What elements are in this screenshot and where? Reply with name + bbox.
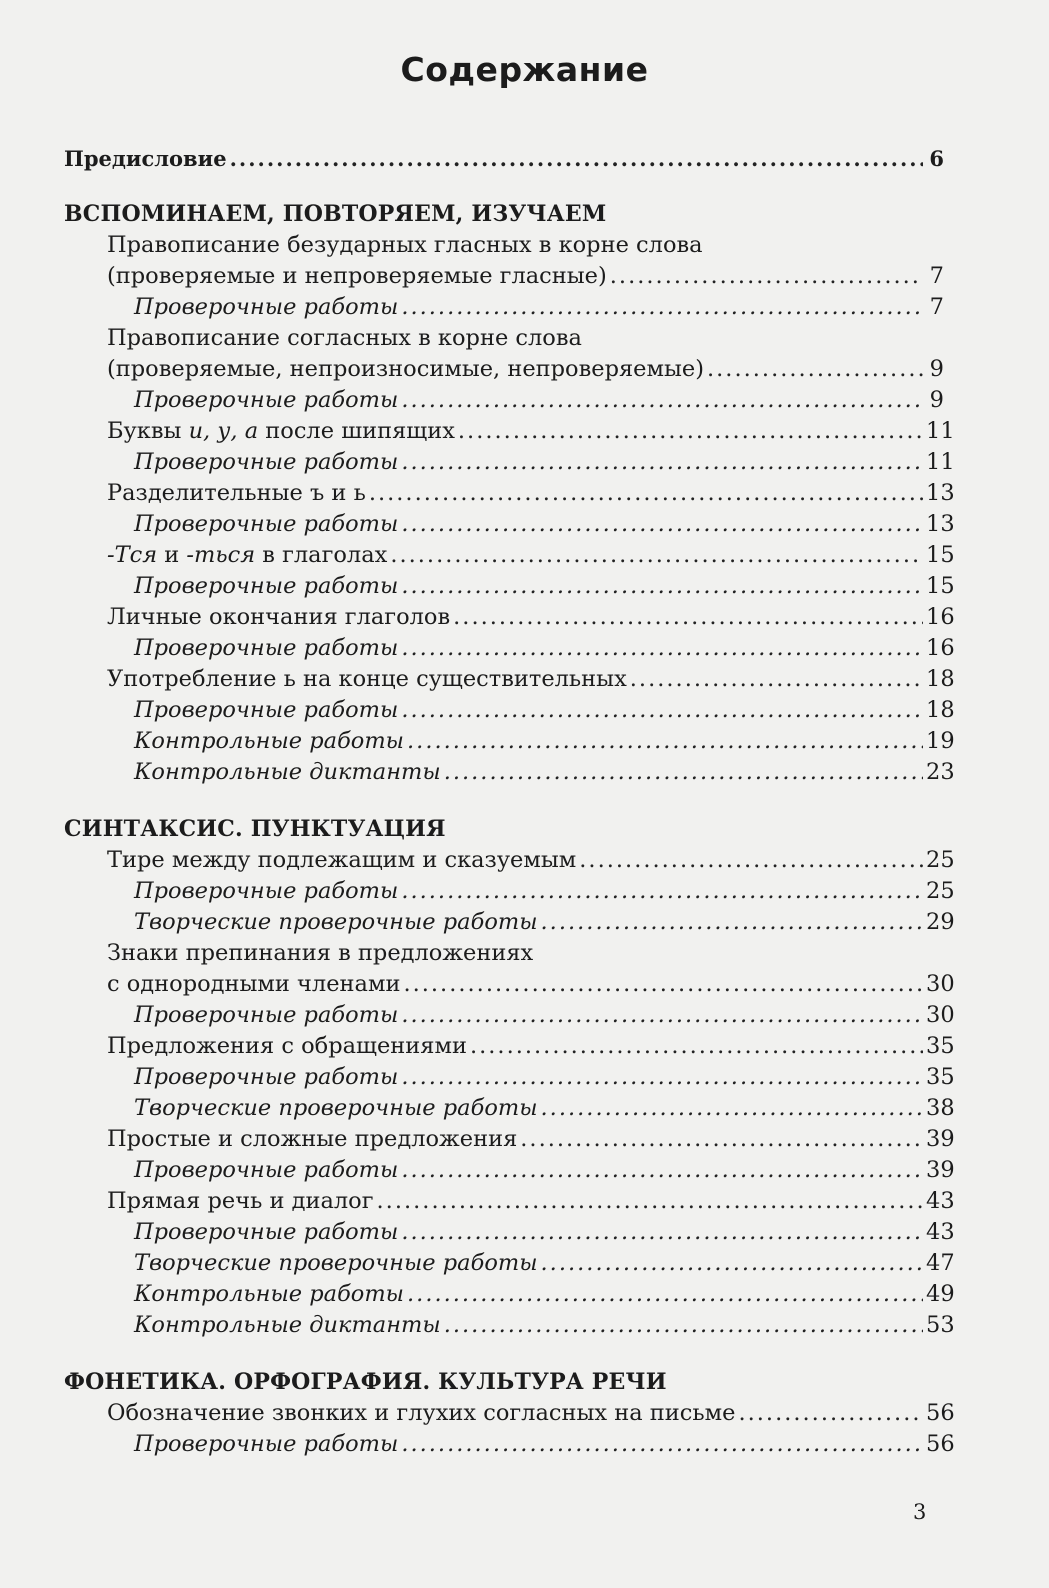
- toc-entry-label: Контрольные диктанты: [134, 759, 441, 785]
- toc-page-number: 38: [926, 1095, 955, 1121]
- toc-entry-label: Прямая речь и диалог: [107, 1188, 374, 1214]
- toc-page-number: 49: [926, 1281, 955, 1307]
- toc-subentry: [64, 633, 955, 664]
- leader-dots: [541, 1248, 923, 1279]
- toc-entry-label: Предисловие: [64, 146, 227, 171]
- toc-subentry: [64, 1000, 955, 1031]
- toc-subentry: [64, 571, 955, 602]
- toc-entry-label: [107, 416, 455, 447]
- leader-dots: [230, 143, 923, 174]
- leader-dots: [401, 633, 923, 664]
- leader-dots: [541, 907, 923, 938]
- leader-dots: [444, 757, 923, 788]
- toc-page-number: 19: [926, 728, 955, 754]
- toc-page-number: 7: [929, 294, 944, 320]
- leader-dots: [401, 1429, 923, 1460]
- toc-subentry: [64, 1248, 955, 1279]
- toc-subentry: [64, 1429, 955, 1460]
- toc-entry-label: Проверочные работы: [134, 1002, 399, 1028]
- toc-entry-label: Проверочные работы: [134, 635, 399, 661]
- toc-page-number: 9: [929, 387, 944, 413]
- leader-dots: [369, 478, 923, 509]
- toc-entry: [64, 478, 955, 509]
- label-italic: -ться: [186, 542, 256, 568]
- toc-page-number: 11: [926, 418, 955, 444]
- leader-dots: [377, 1186, 923, 1217]
- toc-page-number: 7: [929, 263, 944, 289]
- toc-page-number: 11: [926, 449, 955, 475]
- toc-entry-label: Творческие проверочные работы: [134, 1095, 538, 1121]
- toc-entry: [64, 261, 944, 292]
- toc-entry-label: Предложения с обращениями: [107, 1033, 467, 1059]
- toc-page-number: 15: [926, 573, 955, 599]
- toc-page-number: 30: [926, 1002, 955, 1028]
- section-heading: ВСПОМИНАЕМ, ПОВТОРЯЕМ, ИЗУЧАЕМ: [64, 201, 607, 227]
- toc-subentry: [64, 1217, 955, 1248]
- toc-entry-line: Правописание согласных в корне слова: [107, 325, 582, 351]
- toc-entry-label: Проверочные работы: [134, 449, 399, 475]
- toc-page-number: 13: [926, 511, 955, 537]
- toc-entry-label: Проверочные работы: [134, 573, 399, 599]
- toc-page-number: 6: [929, 146, 944, 171]
- toc-subentry: [64, 726, 955, 757]
- toc-entry: [64, 1031, 955, 1062]
- toc-entry-label: Простые и сложные предложения: [107, 1126, 518, 1152]
- toc-page-number: 16: [926, 604, 955, 630]
- label-text: и: [157, 542, 187, 568]
- toc-page-number: 25: [926, 878, 955, 904]
- label-italic: и, у, а: [188, 418, 259, 444]
- toc-page-number: 18: [926, 666, 955, 692]
- toc-subentry: [64, 1310, 955, 1341]
- toc-page-number: 16: [926, 635, 955, 661]
- toc-subentry: [64, 1155, 955, 1186]
- leader-dots: [401, 1000, 923, 1031]
- leader-dots: [401, 695, 923, 726]
- toc-subentry: [64, 385, 944, 416]
- page-title: Содержание: [400, 50, 649, 89]
- leader-dots: [541, 1093, 923, 1124]
- toc-entry-label: Проверочные работы: [134, 697, 399, 723]
- toc-entry-label: Проверочные работы: [134, 387, 399, 413]
- toc-entry-label: Проверочные работы: [134, 878, 399, 904]
- toc-entry-label: Проверочные работы: [134, 511, 399, 537]
- toc-entry-label: [107, 540, 387, 571]
- toc-entry-label: Личные окончания глаголов: [107, 604, 451, 630]
- leader-dots: [458, 416, 923, 447]
- toc-entry: [64, 1124, 955, 1155]
- toc-page-number: 25: [926, 847, 955, 873]
- toc-entry-label: с однородными членами: [107, 971, 401, 997]
- leader-dots: [401, 876, 923, 907]
- toc-page-number: 56: [926, 1431, 955, 1457]
- toc-entry-label: Проверочные работы: [134, 1431, 399, 1457]
- label-text: Буквы: [107, 418, 189, 444]
- toc-entry-label: (проверяемые, непроизносимые, непроверяемые): [107, 356, 704, 382]
- toc-subentry: [64, 292, 944, 323]
- toc-subentry: [64, 695, 955, 726]
- leader-dots: [401, 1062, 923, 1093]
- toc-page-number: 13: [926, 480, 955, 506]
- toc-entry-label: Проверочные работы: [134, 1157, 399, 1183]
- toc-page-number: 35: [926, 1033, 955, 1059]
- section-heading: ФОНЕТИКА. ОРФОГРАФИЯ. КУЛЬТУРА РЕЧИ: [64, 1369, 667, 1395]
- toc-entry: [64, 540, 955, 571]
- toc-entry-label: Творческие проверочные работы: [134, 909, 538, 935]
- leader-dots: [453, 602, 923, 633]
- toc-entry-label: Обозначение звонких и глухих согласных на письме: [107, 1400, 736, 1426]
- toc-entry: [64, 1398, 955, 1429]
- toc-entry-label: Употребление ь на конце существительных: [107, 666, 627, 692]
- toc-page-number: 30: [926, 971, 955, 997]
- toc-entry-label: Контрольные работы: [134, 1281, 405, 1307]
- toc-subentry: [64, 509, 955, 540]
- toc-entry: [64, 354, 944, 385]
- toc-page-number: 47: [926, 1250, 955, 1276]
- toc-page-number: 39: [926, 1126, 955, 1152]
- table-of-contents: [64, 143, 955, 1460]
- leader-dots: [403, 969, 923, 1000]
- leader-dots: [470, 1031, 923, 1062]
- toc-page-number: 39: [926, 1157, 955, 1183]
- toc-page-number: 53: [926, 1312, 955, 1338]
- label-text: в глаголах: [255, 542, 388, 568]
- toc-entry: [64, 845, 955, 876]
- toc-page-number: 35: [926, 1064, 955, 1090]
- leader-dots: [444, 1310, 923, 1341]
- leader-dots: [610, 261, 923, 292]
- leader-dots: [390, 540, 923, 571]
- leader-dots: [738, 1398, 923, 1429]
- toc-page-number: 23: [926, 759, 955, 785]
- toc-subentry: [64, 757, 955, 788]
- toc-entry-label: Разделительные ъ и ь: [107, 480, 366, 506]
- toc-subentry: [64, 907, 955, 938]
- leader-dots: [401, 292, 923, 323]
- toc-entry-line: Правописание безударных гласных в корне слова: [107, 232, 703, 258]
- page-number: 3: [913, 1500, 927, 1524]
- leader-dots: [401, 447, 923, 478]
- toc-entry: [64, 664, 955, 695]
- leader-dots: [401, 385, 923, 416]
- toc-page-number: 29: [926, 909, 955, 935]
- leader-dots: [707, 354, 923, 385]
- toc-page-number: 15: [926, 542, 955, 568]
- leader-dots: [407, 726, 923, 757]
- toc-subentry: [64, 1093, 955, 1124]
- toc-entry-label: Проверочные работы: [134, 294, 399, 320]
- toc-entry-label: (проверяемые и непроверяемые гласные): [107, 263, 607, 289]
- toc-page-number: 43: [926, 1219, 955, 1245]
- toc-page-number: 9: [929, 356, 944, 382]
- toc-entry-label: Творческие проверочные работы: [134, 1250, 538, 1276]
- toc-entry-label: Тире между подлежащим и сказуемым: [107, 847, 577, 873]
- leader-dots: [401, 1217, 923, 1248]
- leader-dots: [401, 509, 923, 540]
- leader-dots: [401, 1155, 923, 1186]
- leader-dots: [520, 1124, 923, 1155]
- toc-entry-preface: [64, 143, 944, 174]
- toc-entry-label: Проверочные работы: [134, 1064, 399, 1090]
- leader-dots: [401, 571, 923, 602]
- leader-dots: [407, 1279, 923, 1310]
- leader-dots: [630, 664, 923, 695]
- toc-page-number: 43: [926, 1188, 955, 1214]
- toc-page-number: 56: [926, 1400, 955, 1426]
- toc-subentry: [64, 447, 955, 478]
- toc-entry-label: Контрольные диктанты: [134, 1312, 441, 1338]
- toc-subentry: [64, 1279, 955, 1310]
- label-italic: -Тся: [107, 542, 158, 568]
- section-heading: СИНТАКСИС. ПУНКТУАЦИЯ: [64, 816, 446, 842]
- toc-entry-label: Контрольные работы: [134, 728, 405, 754]
- toc-entry: [64, 416, 955, 447]
- toc-entry-line: Знаки препинания в предложениях: [107, 940, 534, 966]
- toc-entry: [64, 969, 955, 1000]
- toc-entry: [64, 1186, 955, 1217]
- label-text: после шипящих: [258, 418, 455, 444]
- toc-entry: [64, 602, 955, 633]
- toc-subentry: [64, 1062, 955, 1093]
- leader-dots: [579, 845, 923, 876]
- toc-subentry: [64, 876, 955, 907]
- toc-entry-label: Проверочные работы: [134, 1219, 399, 1245]
- toc-page-number: 18: [926, 697, 955, 723]
